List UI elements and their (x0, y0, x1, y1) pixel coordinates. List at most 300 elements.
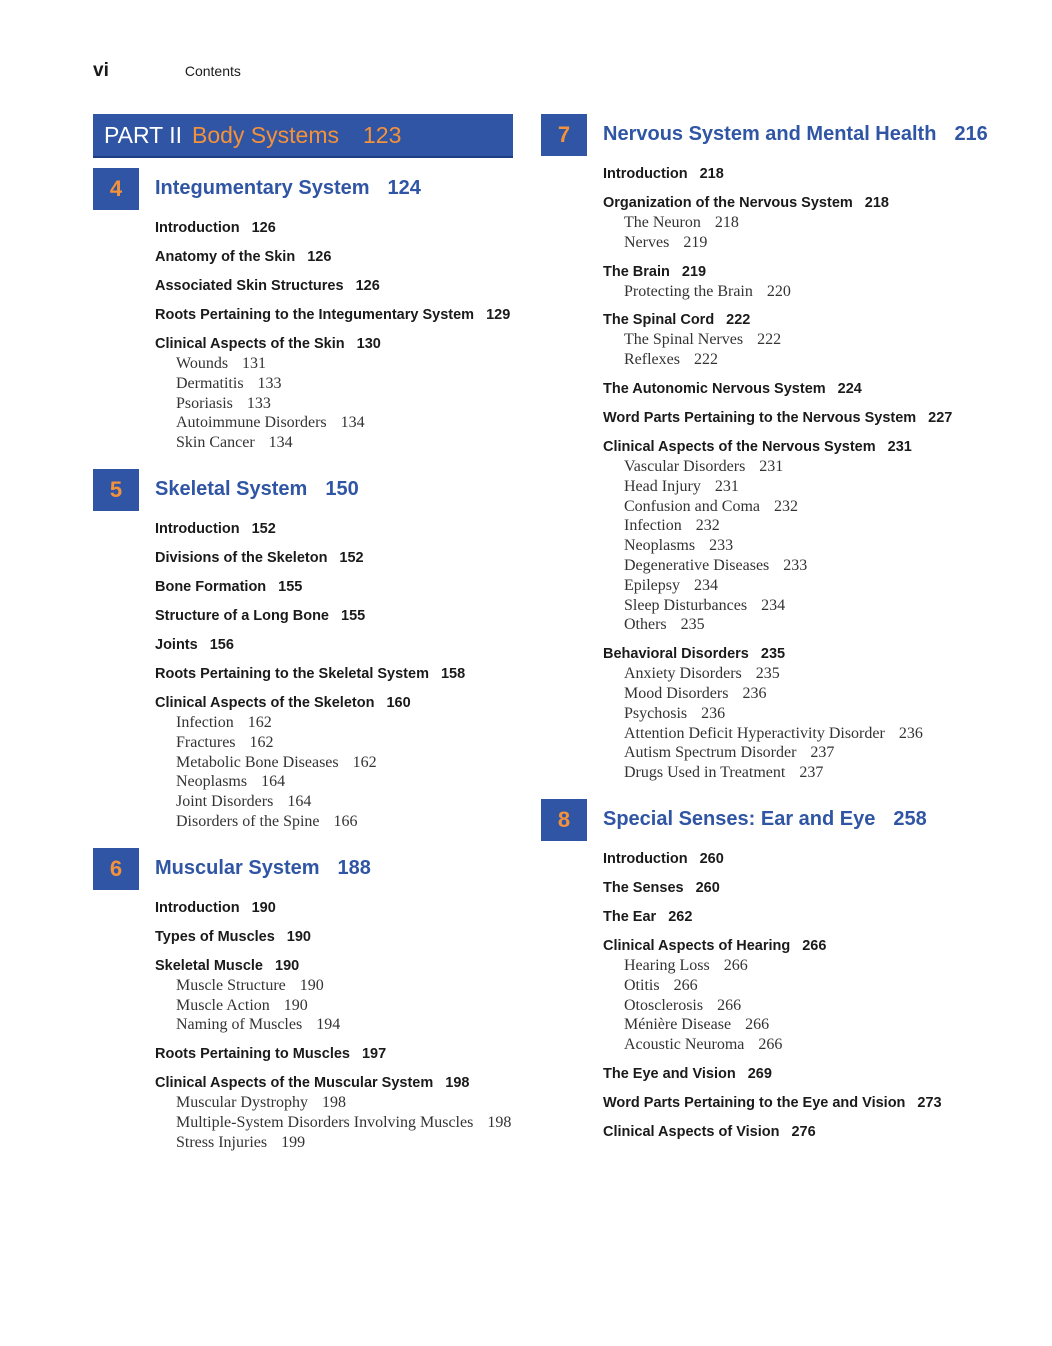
subsection-link[interactable] (176, 433, 513, 453)
section-entry (155, 606, 513, 626)
subsection-link[interactable] (624, 976, 1021, 996)
left-column (93, 114, 513, 1169)
chapter-title[interactable] (155, 168, 421, 200)
section-entry (155, 927, 513, 947)
section-link[interactable] (155, 898, 513, 918)
subsection-link[interactable] (176, 1113, 513, 1133)
subsection-page: 198 (487, 1113, 512, 1131)
section-page: 152 (339, 549, 364, 566)
section-entry (155, 956, 513, 1035)
subsection-page: 222 (693, 351, 718, 369)
subsection-title: Infection (176, 713, 234, 731)
section-title: Word Parts Pertaining to the Nervous System (603, 409, 917, 426)
left-chapter-list (93, 168, 513, 1153)
section-title: Clinical Aspects of the Skeleton (155, 694, 375, 711)
subsection-link[interactable] (624, 576, 1021, 596)
section-entry (155, 1073, 513, 1152)
part-label: PART II (104, 121, 182, 148)
section-title: Introduction (155, 220, 240, 236)
subsection-title: Attention Deficit Hyperactivity Disorder (624, 724, 885, 742)
subsection-page: 233 (783, 556, 808, 574)
subsection-link[interactable] (176, 354, 513, 374)
subsection-link[interactable] (176, 394, 513, 414)
subsection-page: 237 (810, 744, 835, 762)
section-list (155, 519, 513, 832)
chapter-title-text: Integumentary System (155, 177, 370, 199)
subsection-link[interactable] (176, 713, 513, 733)
section-page: 126 (251, 220, 276, 236)
section-title: The Ear (603, 908, 657, 925)
subsection-page: 162 (249, 733, 274, 751)
section-title: Types of Muscles (155, 928, 275, 945)
subsection-link[interactable] (176, 772, 513, 792)
chapter-number: 5 (93, 469, 139, 511)
subsection-list (176, 976, 513, 1035)
section-entry (603, 437, 1021, 635)
subsection-title: Joint Disorders (176, 793, 274, 811)
subsection-title: Others (624, 616, 667, 634)
chapter-heading (93, 848, 513, 890)
chapter-entry (541, 114, 1021, 783)
section-title: Divisions of the Skeleton (155, 549, 328, 566)
subsection-title: Neoplasms (624, 537, 696, 555)
section-link[interactable] (155, 1044, 513, 1064)
section-page: 227 (928, 409, 953, 426)
section-title: Clinical Aspects of the Muscular System (155, 1075, 434, 1092)
section-entry (603, 164, 1021, 184)
section-title: Clinical Aspects of Vision (603, 1123, 780, 1140)
section-link[interactable] (603, 644, 1021, 664)
section-link[interactable] (603, 164, 1021, 184)
subsection-page: 266 (745, 1016, 770, 1034)
section-link[interactable] (155, 247, 513, 267)
chapter-page: 150 (325, 477, 359, 500)
subsection-page: 131 (242, 355, 267, 372)
section-link[interactable] (603, 310, 1021, 330)
section-link[interactable] (155, 635, 513, 655)
subsection-title: The Neuron (624, 214, 701, 231)
section-title: Introduction (603, 166, 688, 182)
section-title: Introduction (155, 899, 240, 916)
section-link[interactable] (603, 936, 1021, 956)
subsection-title: Neoplasms (176, 773, 248, 791)
subsection-title: Disorders of the Spine (176, 812, 320, 830)
subsection-page: 235 (680, 616, 705, 634)
section-page: 231 (887, 438, 912, 455)
section-link[interactable] (603, 878, 1021, 898)
subsection-page: 134 (340, 414, 365, 432)
subsection-page: 266 (673, 976, 698, 994)
section-link[interactable] (155, 519, 513, 539)
subsection-page: 235 (755, 665, 780, 683)
section-entry (155, 693, 513, 832)
subsection-link[interactable] (176, 753, 513, 773)
section-link[interactable] (155, 305, 513, 325)
section-list (603, 849, 1021, 1142)
subsection-title: Metabolic Bone Diseases (176, 753, 339, 771)
subsection-page: 231 (714, 477, 739, 495)
subsection-page: 266 (717, 996, 742, 1014)
section-page: 129 (486, 307, 511, 323)
subsection-title: Wounds (176, 355, 229, 372)
subsection-page: 232 (695, 517, 720, 535)
section-link[interactable] (155, 664, 513, 684)
section-entry (603, 408, 1021, 428)
subsection-list (176, 1093, 513, 1152)
subsection-link[interactable] (624, 1015, 1021, 1035)
section-entry (603, 849, 1021, 869)
subsection-link[interactable] (624, 350, 1021, 370)
section-page: 276 (791, 1123, 816, 1140)
section-page: 155 (278, 578, 303, 595)
subsection-page: 198 (321, 1094, 346, 1112)
subsection-page: 234 (694, 576, 718, 594)
section-page: 218 (699, 166, 724, 182)
section-link[interactable] (603, 1122, 1021, 1142)
subsection-title: Psychosis (624, 704, 688, 722)
subsection-link[interactable] (176, 976, 513, 996)
section-entry (155, 334, 513, 453)
subsection-link[interactable] (624, 596, 1021, 616)
subsection-page: 233 (709, 537, 734, 555)
subsection-link[interactable] (176, 996, 513, 1016)
section-page: 190 (275, 957, 300, 974)
subsection-link[interactable] (624, 457, 1021, 477)
section-title: The Senses (603, 879, 684, 896)
section-list (603, 164, 1021, 783)
subsection-link[interactable] (176, 1093, 513, 1113)
subsection-page: 236 (898, 724, 923, 742)
section-page: 155 (341, 607, 366, 624)
subsection-link[interactable] (624, 1035, 1021, 1055)
section-page: 235 (760, 646, 786, 663)
subsection-list (624, 213, 1021, 253)
right-column (541, 114, 1021, 1158)
subsection-title: Dermatitis (176, 374, 244, 392)
subsection-link[interactable] (624, 516, 1021, 536)
subsection-title: Otitis (624, 976, 660, 994)
section-entry (155, 247, 513, 267)
subsection-title: Infection (624, 517, 682, 535)
subsection-page: 237 (799, 764, 824, 782)
section-page: 126 (355, 278, 380, 294)
subsection-page: 164 (287, 793, 312, 811)
section-title: Clinical Aspects of the Nervous System (603, 438, 876, 455)
subsection-link[interactable] (176, 374, 513, 394)
subsection-page: 190 (283, 996, 308, 1014)
chapter-number: 4 (93, 168, 139, 210)
subsection-page: 232 (774, 497, 798, 515)
section-entry (155, 519, 513, 539)
section-title: Roots Pertaining to the Skeletal System (155, 665, 429, 682)
section-title: Associated Skin Structures (155, 278, 344, 294)
section-list (155, 218, 513, 453)
chapter-title-text: Skeletal System (155, 477, 308, 500)
section-link[interactable] (603, 193, 1021, 213)
chapter-title-text: Special Senses: Ear and Eye (603, 807, 876, 830)
section-entry (603, 1064, 1021, 1084)
subsection-link[interactable] (624, 536, 1021, 556)
section-page: 158 (440, 665, 466, 682)
subsection-page: 194 (316, 1016, 341, 1034)
subsection-list (624, 956, 1021, 1055)
subsection-list (624, 282, 1021, 302)
section-link[interactable] (603, 408, 1021, 428)
section-page: 156 (209, 636, 234, 653)
section-page: 152 (251, 520, 276, 537)
subsection-link[interactable] (624, 330, 1021, 350)
subsection-page: 199 (281, 1133, 306, 1151)
subsection-title: Drugs Used in Treatment (624, 764, 786, 782)
section-title: Organization of the Nervous System (603, 195, 853, 211)
subsection-title: Nerves (624, 233, 670, 251)
chapter-title[interactable] (603, 799, 927, 831)
chapter-title[interactable] (155, 848, 371, 880)
chapter-entry (541, 799, 1021, 1142)
subsection-link[interactable] (624, 477, 1021, 497)
section-entry (155, 548, 513, 568)
subsection-page: 234 (761, 596, 786, 614)
subsection-title: Sleep Disturbances (624, 596, 748, 614)
subsection-title: Reflexes (624, 351, 680, 369)
section-page: 269 (747, 1065, 772, 1082)
section-entry (603, 1122, 1021, 1142)
subsection-title: Anxiety Disorders (624, 665, 742, 683)
subsection-title: Skin Cancer (176, 434, 255, 452)
section-list (155, 898, 513, 1153)
subsection-link[interactable] (624, 497, 1021, 517)
subsection-title: Mood Disorders (624, 684, 729, 702)
subsection-title: Protecting the Brain (624, 282, 753, 300)
subsection-list (624, 457, 1021, 635)
subsection-link[interactable] (624, 556, 1021, 576)
section-title: Bone Formation (155, 578, 267, 595)
subsection-list (176, 713, 513, 832)
section-page: 160 (386, 694, 411, 711)
subsection-title: Naming of Muscles (176, 1016, 303, 1034)
subsection-page: 133 (257, 374, 282, 392)
subsection-title: Muscle Action (176, 996, 270, 1014)
subsection-page: 266 (723, 956, 748, 974)
section-entry (155, 1044, 513, 1064)
subsection-link[interactable] (624, 763, 1021, 783)
section-link[interactable] (155, 956, 513, 976)
chapter-heading (93, 469, 513, 511)
section-title: Skeletal Muscle (155, 957, 263, 974)
section-link[interactable] (603, 1093, 1021, 1113)
page-folio: vi (93, 60, 109, 81)
section-title: Anatomy of the Skin (155, 249, 296, 265)
section-entry (155, 635, 513, 655)
chapter-heading (541, 114, 1021, 156)
section-page: 190 (286, 928, 311, 945)
section-link[interactable] (155, 606, 513, 626)
section-page: 273 (917, 1094, 942, 1111)
subsection-title: Acoustic Neuroma (624, 1036, 745, 1054)
section-page: 222 (726, 312, 751, 329)
section-entry (603, 644, 1021, 783)
chapter-title[interactable] (155, 469, 359, 501)
section-link[interactable] (155, 548, 513, 568)
section-page: 219 (681, 263, 707, 280)
chapter-number: 6 (93, 848, 139, 890)
section-title: Introduction (155, 520, 240, 537)
section-entry (155, 577, 513, 597)
subsection-link[interactable] (176, 1133, 513, 1153)
section-page: 266 (802, 937, 827, 954)
subsection-page: 166 (333, 812, 358, 830)
subsection-title: Head Injury (624, 477, 701, 495)
section-link[interactable] (155, 218, 513, 238)
subsection-link[interactable] (176, 733, 513, 753)
subsection-title: Stress Injuries (176, 1133, 268, 1151)
subsection-page: 219 (683, 233, 708, 251)
subsection-title: Autoimmune Disorders (176, 414, 327, 432)
chapter-heading (541, 799, 1021, 841)
section-title: Structure of a Long Bone (155, 607, 329, 624)
subsection-title: Muscle Structure (176, 976, 286, 994)
chapter-page: 216 (954, 123, 988, 145)
section-page: 218 (864, 195, 889, 211)
subsection-link[interactable] (624, 996, 1021, 1016)
section-entry (603, 310, 1021, 370)
section-page: 260 (695, 879, 720, 896)
section-page: 260 (699, 850, 724, 867)
part-banner (93, 114, 513, 158)
section-title: Joints (155, 636, 198, 653)
chapter-page: 124 (387, 177, 421, 199)
section-entry (155, 276, 513, 296)
section-entry (603, 193, 1021, 253)
section-entry (155, 218, 513, 238)
subsection-page: 231 (759, 457, 784, 475)
subsection-title: Epilepsy (624, 576, 680, 594)
section-title: The Autonomic Nervous System (603, 380, 826, 397)
subsection-link[interactable] (624, 704, 1021, 724)
subsection-link[interactable] (624, 956, 1021, 976)
section-link[interactable] (603, 437, 1021, 457)
chapter-title-text: Nervous System and Mental Health (603, 123, 937, 145)
section-link[interactable] (155, 1073, 513, 1093)
subsection-link[interactable] (176, 1015, 513, 1035)
section-entry (603, 1093, 1021, 1113)
subsection-list (624, 330, 1021, 370)
subsection-page: 218 (714, 214, 739, 231)
subsection-page: 133 (246, 394, 271, 412)
section-title: Clinical Aspects of the Skin (155, 336, 345, 352)
section-title: The Brain (603, 263, 670, 280)
subsection-title: Fractures (176, 733, 236, 751)
chapter-page: 258 (893, 807, 927, 830)
subsection-link[interactable] (624, 664, 1021, 684)
section-entry (603, 907, 1021, 927)
subsection-page: 162 (247, 713, 272, 731)
subsection-title: Muscular Dystrophy (176, 1094, 308, 1112)
subsection-link[interactable] (176, 812, 513, 832)
subsection-page: 134 (268, 434, 293, 452)
section-link[interactable] (155, 927, 513, 947)
part-name: Body Systems (191, 121, 339, 148)
subsection-link[interactable] (176, 413, 513, 433)
section-link[interactable] (155, 693, 513, 713)
section-entry (155, 664, 513, 684)
subsection-title: Multiple-System Disorders Involving Muscles (176, 1113, 474, 1131)
section-link[interactable] (603, 262, 1021, 282)
chapter-number: 8 (541, 799, 587, 841)
subsection-link[interactable] (624, 615, 1021, 635)
section-entry (155, 898, 513, 918)
chapter-entry (93, 168, 513, 453)
chapter-entry (93, 469, 513, 832)
subsection-title: Psoriasis (176, 394, 233, 412)
subsection-link[interactable] (624, 743, 1021, 763)
subsection-link[interactable] (624, 233, 1021, 253)
subsection-title: The Spinal Nerves (624, 331, 744, 349)
section-link[interactable] (155, 276, 513, 296)
section-link[interactable] (603, 1064, 1021, 1084)
subsection-link[interactable] (624, 213, 1021, 233)
right-chapter-list (541, 114, 1021, 1142)
section-entry (603, 878, 1021, 898)
section-link[interactable] (155, 577, 513, 597)
section-page: 130 (356, 336, 381, 352)
section-link[interactable] (603, 379, 1021, 399)
section-title: The Eye and Vision (603, 1065, 736, 1082)
section-entry (603, 379, 1021, 399)
subsection-page: 236 (701, 704, 726, 722)
subsection-link[interactable] (624, 282, 1021, 302)
section-page: 126 (307, 249, 332, 265)
subsection-page: 236 (742, 684, 767, 702)
subsection-page: 190 (299, 976, 324, 994)
section-entry (603, 262, 1021, 302)
chapter-title[interactable] (603, 114, 988, 146)
subsection-page: 164 (261, 773, 286, 791)
section-link[interactable] (603, 849, 1021, 869)
chapter-title-text: Muscular System (155, 856, 320, 879)
running-head (93, 60, 241, 82)
subsection-page: 222 (757, 331, 782, 349)
section-entry (155, 305, 513, 325)
section-link[interactable] (155, 334, 513, 354)
subsection-link[interactable] (624, 724, 1021, 744)
section-page: 198 (445, 1075, 470, 1092)
section-title: Roots Pertaining to the Integumentary System (155, 307, 475, 323)
subsection-link[interactable] (176, 792, 513, 812)
chapter-entry (93, 848, 513, 1153)
running-title: Contents (184, 63, 241, 79)
section-title: Introduction (603, 850, 688, 867)
chapter-number: 7 (541, 114, 587, 156)
section-title: Roots Pertaining to Muscles (155, 1046, 350, 1063)
subsection-list (176, 354, 513, 453)
section-title: Word Parts Pertaining to the Eye and Vision (603, 1094, 906, 1111)
subsection-page: 162 (352, 753, 377, 771)
subsection-list (624, 664, 1021, 783)
part-page: 123 (362, 121, 402, 148)
subsection-title: Degenerative Diseases (624, 556, 770, 574)
section-link[interactable] (603, 907, 1021, 927)
subsection-title: Confusion and Coma (624, 497, 760, 515)
section-title: The Spinal Cord (603, 312, 715, 329)
section-title: Clinical Aspects of Hearing (603, 937, 791, 954)
subsection-link[interactable] (624, 684, 1021, 704)
subsection-title: Vascular Disorders (624, 457, 746, 475)
subsection-title: Ménière Disease (624, 1016, 732, 1034)
subsection-page: 266 (758, 1036, 783, 1054)
chapter-heading (93, 168, 513, 210)
subsection-title: Autism Spectrum Disorder (624, 744, 797, 762)
